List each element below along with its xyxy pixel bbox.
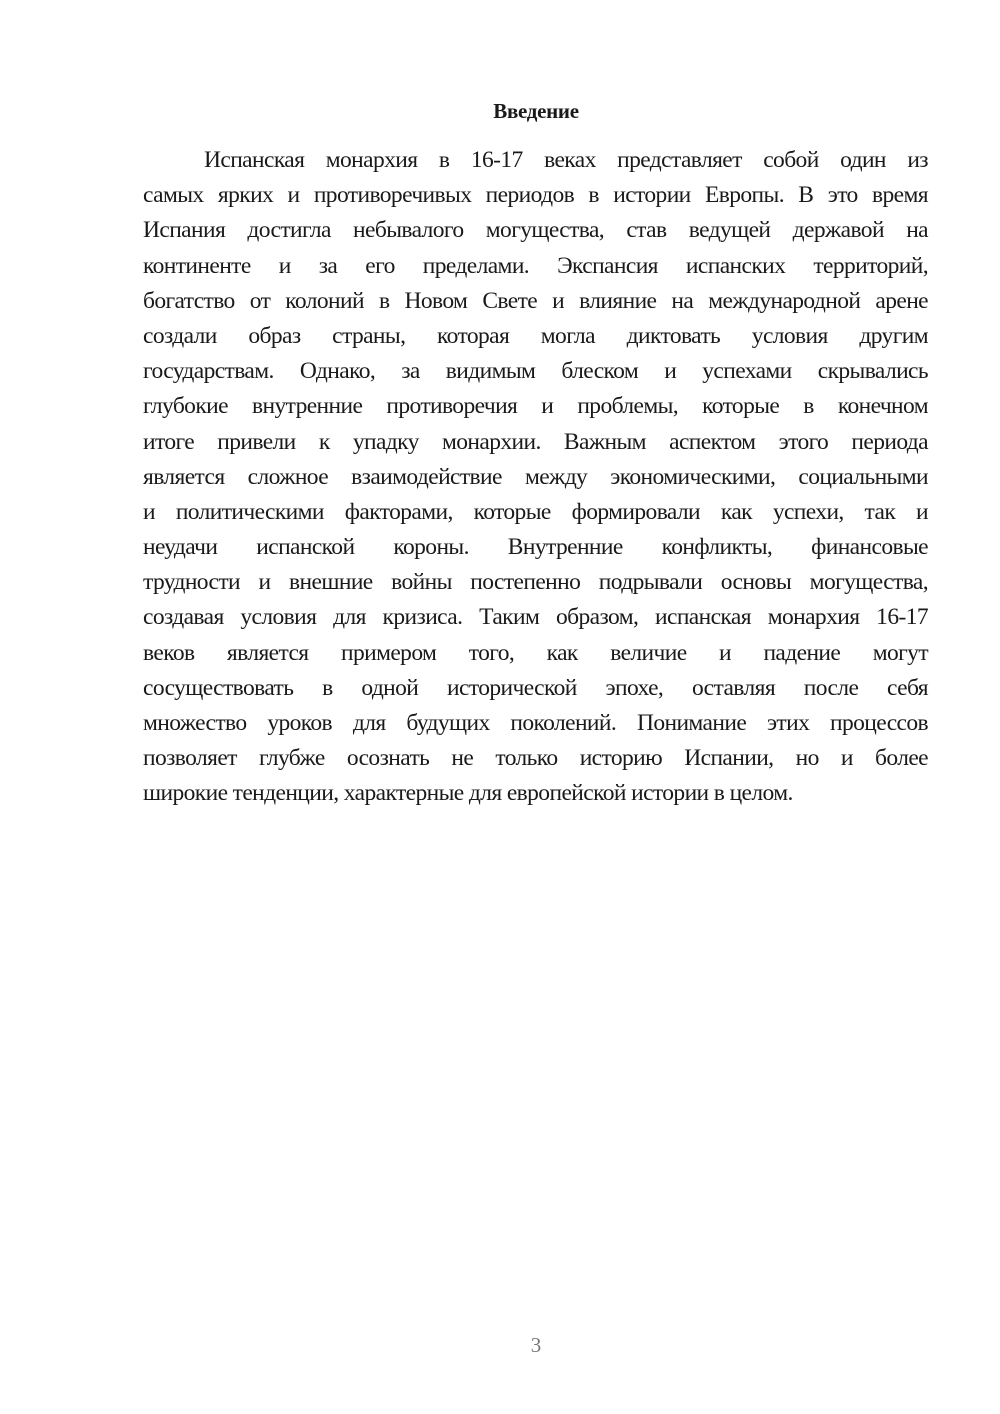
- paragraph-line: Испания достигла небывалого могущества, став ведущей державой на: [143, 217, 928, 244]
- paragraph-line: широкие тенденции, характерные для европейской истории в целом.: [143, 780, 793, 807]
- paragraph-line: неудачи испанской короны. Внутренние конфликты, финансовые: [143, 534, 928, 561]
- paragraph-line: континенте и за его пределами. Экспансия испанских территорий,: [143, 252, 928, 279]
- paragraph-line: множество уроков для будущих поколений. Понимание этих процессов: [143, 710, 928, 736]
- paragraph-line: государствам. Однако, за видимым блеском и успехами скрывались: [143, 358, 928, 385]
- paragraph-line: трудности и внешние войны постепенно подрывали основы могущества,: [143, 569, 928, 596]
- paragraph-line: богатство от колоний в Новом Свете и влияние на международной арене: [143, 287, 928, 314]
- paragraph-line: итоге привели к упадку монархии. Важным аспектом этого периода: [143, 428, 928, 455]
- paragraph-line: позволяет глубже осознать не только историю Испании, но и более: [143, 745, 928, 772]
- paragraph-line: глубокие внутренние противоречия и проблемы, которые в конечном: [143, 393, 928, 420]
- paragraph-line: Испанская монархия в 16-17 веках представляет собой один из: [204, 147, 928, 173]
- paragraph-line: создали образ страны, которая могла диктовать условия другим: [143, 322, 928, 349]
- page-number: 3: [530, 1333, 542, 1357]
- paragraph-line: является сложное взаимодействие между экономическими, социальными: [143, 463, 928, 490]
- paragraph-line: веков является примером того, как величие и падение могут: [143, 639, 928, 666]
- paragraph-line: и политическими факторами, которые формировали как успехи, так и: [143, 498, 928, 525]
- paragraph-line: самых ярких и противоречивых периодов в истории Европы. В это время: [143, 182, 928, 209]
- introduction-paragraph: [143, 143, 928, 812]
- paragraph-line: создавая условия для кризиса. Таким образом, испанская монархия 16-17: [143, 604, 928, 631]
- page-title: Введение: [493, 99, 579, 123]
- paragraph-line: сосуществовать в одной исторической эпохе, оставляя после себя: [143, 674, 928, 701]
